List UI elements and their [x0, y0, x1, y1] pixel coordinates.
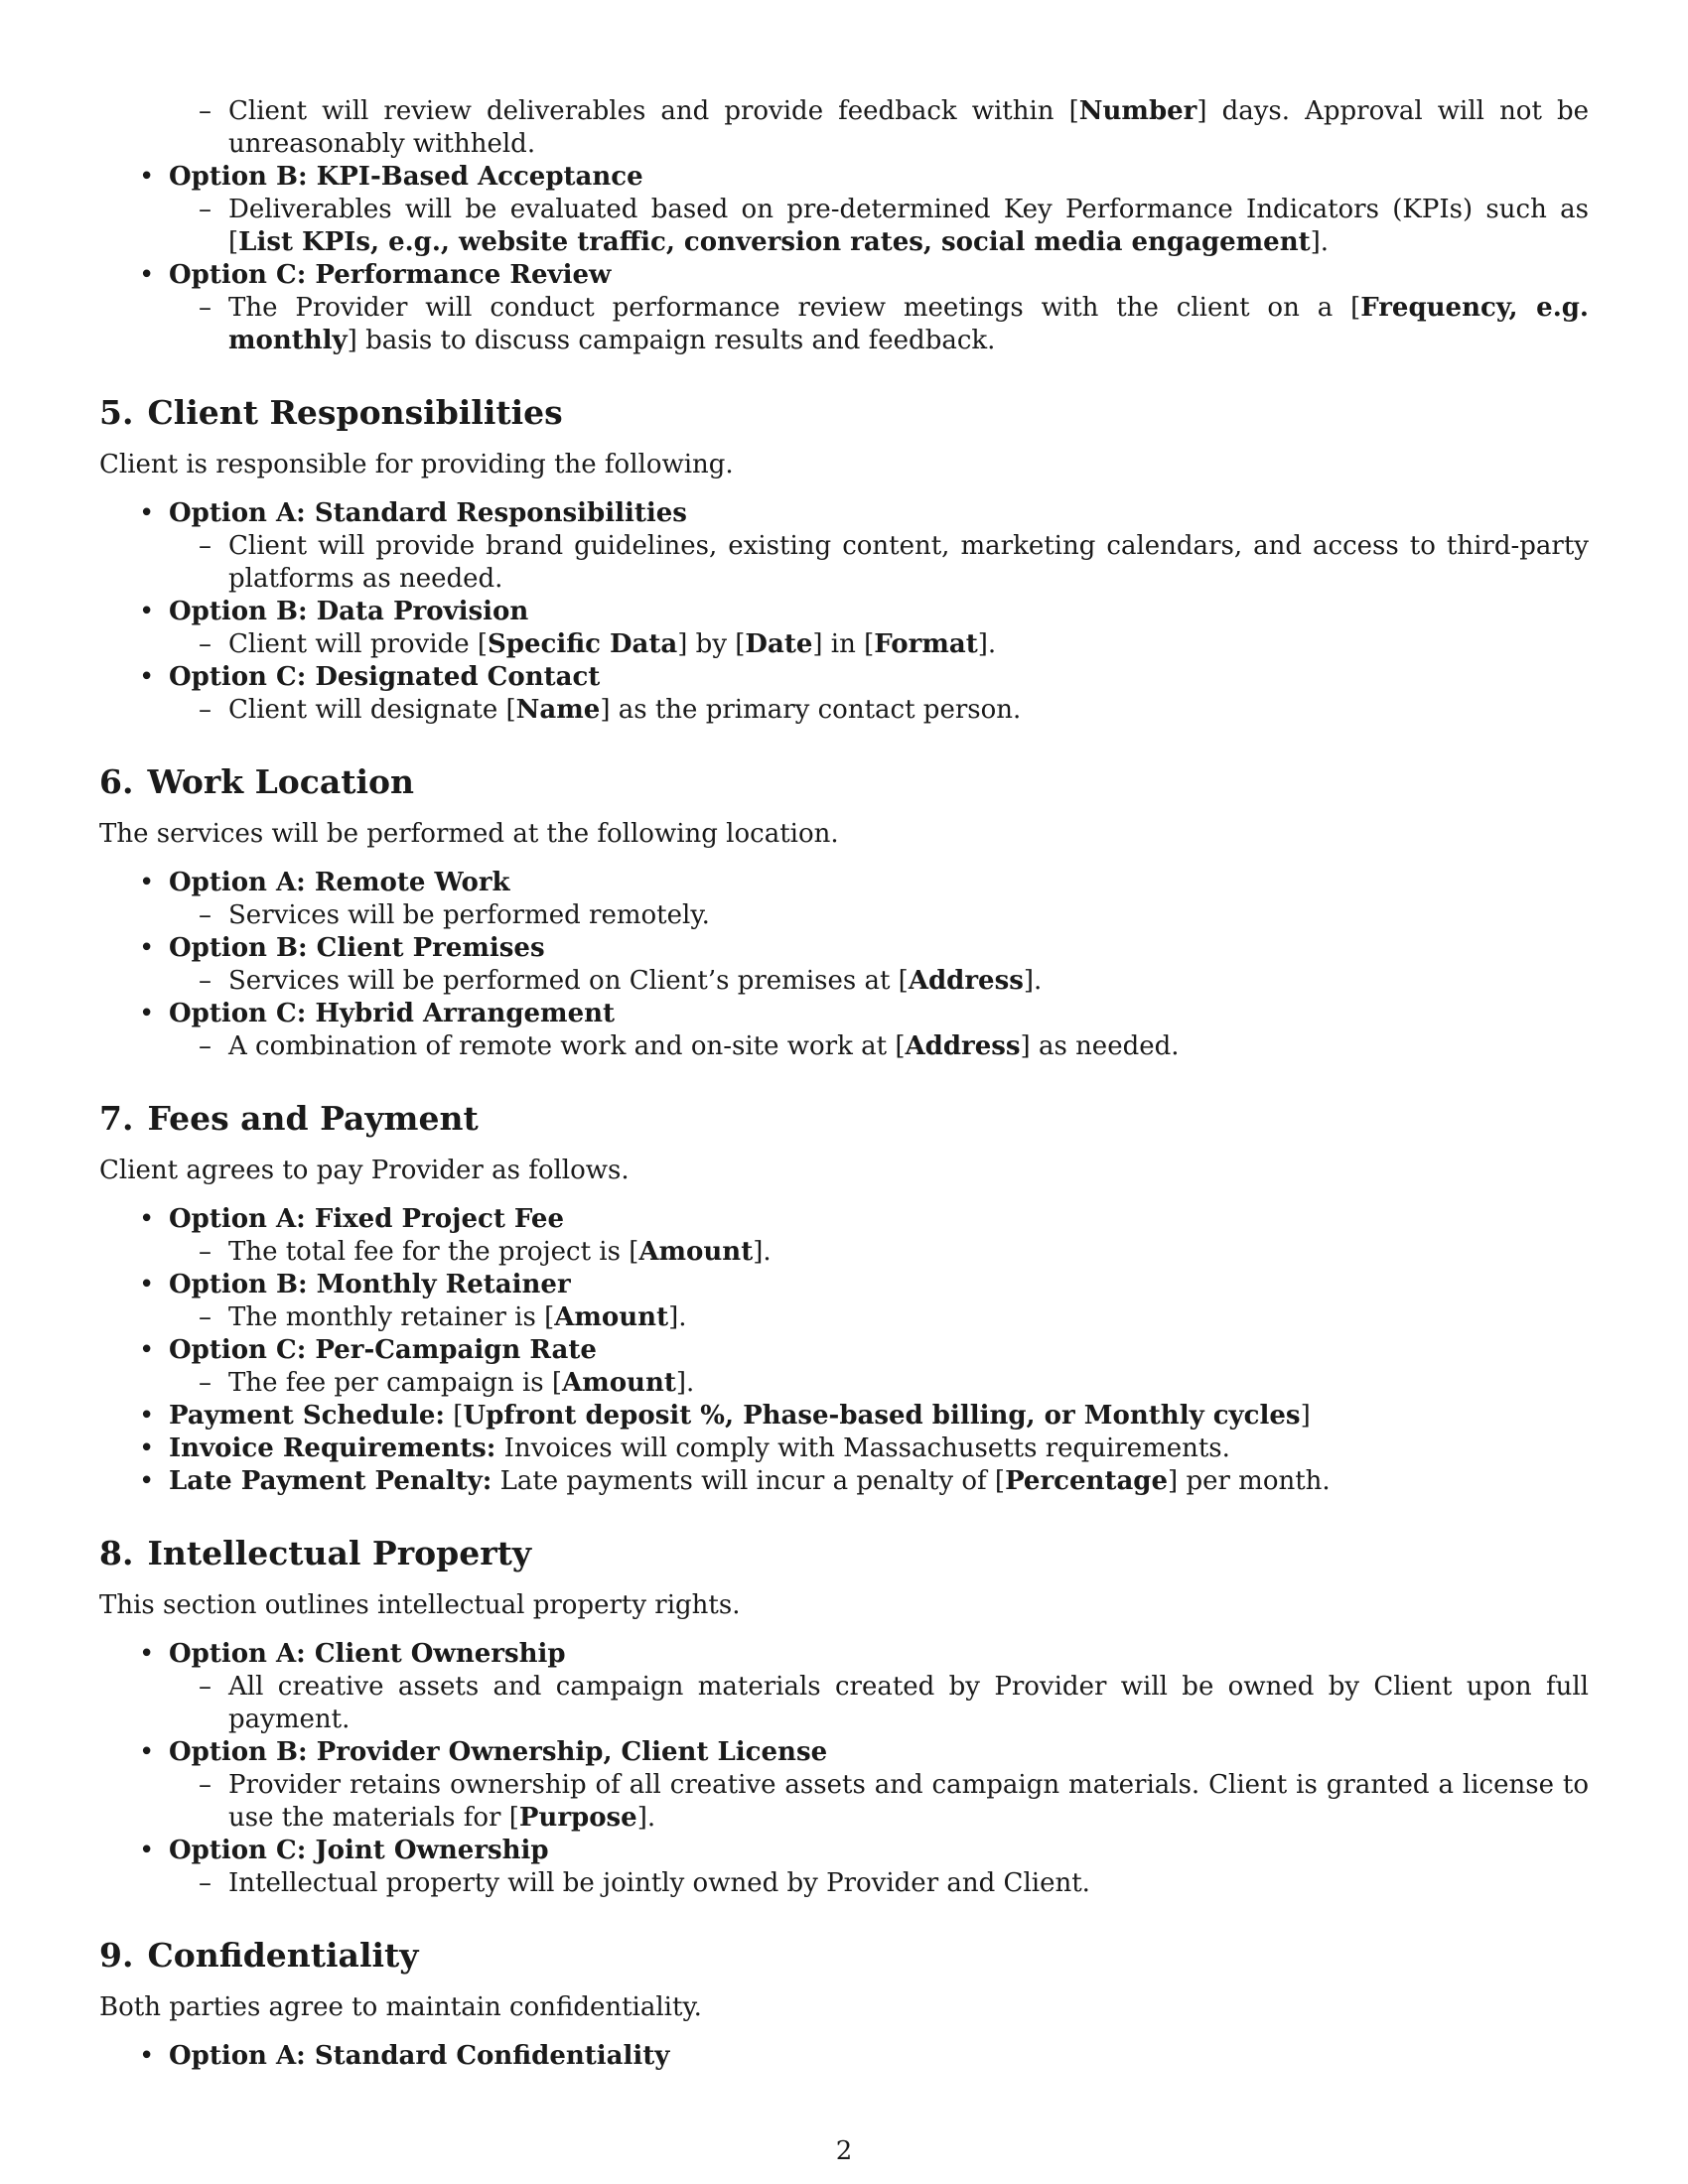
option-c — [99, 1334, 1589, 1400]
section-heading-8: 8. Intellectual Property — [99, 1534, 532, 1572]
option-title: Option C: Per-Campaign Rate — [169, 1335, 597, 1365]
option-a — [99, 1638, 1589, 1736]
option-title: Option A: Standard Confidentiality — [169, 2041, 670, 2071]
option-a-continued — [99, 95, 1589, 161]
option-sub-item: – Services will be performed on Client’s premises at [Address]. — [169, 965, 1589, 998]
option-title: Option B: KPI-Based Acceptance — [169, 162, 643, 192]
confidentiality-options — [99, 2040, 1589, 2073]
responsibility-options — [99, 497, 1589, 727]
ip-options — [99, 1638, 1589, 1900]
section-heading-5: 5. Client Responsibilities — [99, 393, 563, 432]
option-sub-item: – The total fee for the project is [Amount]. — [169, 1236, 1589, 1269]
acceptance-options-continued — [99, 95, 1589, 357]
section-intro: Both parties agree to maintain confidentiality. — [99, 1992, 702, 2022]
option-title: Option A: Remote Work — [169, 868, 510, 897]
option-c — [99, 998, 1589, 1063]
payment-schedule: • Payment Schedule: [Upfront deposit %, Phase-based billing, or Monthly cycles] — [99, 1400, 1589, 1433]
section-intro: Client agrees to pay Provider as follows. — [99, 1156, 630, 1185]
option-title: Option C: Hybrid Arrangement — [169, 999, 616, 1028]
option-b — [99, 932, 1589, 998]
option-a — [99, 1203, 1589, 1269]
option-sub-item: – The monthly retainer is [Amount]. — [169, 1301, 1589, 1334]
section-intro: Client is responsible for providing the following. — [99, 450, 734, 479]
option-title: Option B: Monthly Retainer — [169, 1270, 571, 1299]
option-sub-item: – All creative assets and campaign materials created by Provider will be owned by Client upon full payment. — [169, 1671, 1589, 1736]
option-title: Option A: Fixed Project Fee — [169, 1204, 564, 1234]
option-a — [99, 2040, 1589, 2073]
section-intro: This section outlines intellectual property rights. — [99, 1590, 741, 1620]
option-sub-item: – Intellectual property will be jointly owned by Provider and Client. — [169, 1867, 1589, 1900]
option-sub-item: – A combination of remote work and on-site work at [Address] as needed. — [169, 1030, 1589, 1063]
option-title: Option C: Designated Contact — [169, 662, 601, 692]
option-b — [99, 1736, 1589, 1835]
section-heading-6: 6. Work Location — [99, 762, 415, 801]
section-heading-9: 9. Confidentiality — [99, 1936, 419, 1975]
option-c-performance — [99, 259, 1589, 357]
invoice-requirements: • Invoice Requirements: Invoices will comply with Massachusetts requirements. — [99, 1433, 1589, 1465]
option-title: Option A: Standard Responsibilities — [169, 498, 687, 528]
option-sub-item: – The Provider will conduct performance review meetings with the client on a [Frequency, e.g. monthly] basis to discuss campaign results and feedback. — [169, 292, 1589, 357]
location-options — [99, 867, 1589, 1063]
option-a — [99, 497, 1589, 596]
option-b — [99, 1269, 1589, 1334]
option-sub-item: – The fee per campaign is [Amount]. — [169, 1367, 1589, 1400]
option-sub-item: – Services will be performed remotely. — [169, 899, 1589, 932]
option-sub-item: – Provider retains ownership of all creative assets and campaign materials. Client is granted a license to use the materials for [Purpose]. — [169, 1769, 1589, 1835]
option-b — [99, 596, 1589, 661]
option-sub-item: – Client will provide [Specific Data] by [Date] in [Format]. — [169, 628, 1589, 661]
document-page — [99, 95, 1589, 2073]
option-title: Option C: Joint Ownership — [169, 1836, 549, 1865]
option-a — [99, 867, 1589, 932]
option-sub-item: – Client will provide brand guidelines, existing content, marketing calendars, and access to third-party platforms as needed. — [169, 530, 1589, 596]
option-a-sub-item: – Client will review deliverables and provide feedback within [Number] days. Approval will not be unreasonably withheld. — [199, 96, 1590, 159]
option-title: Option C: Performance Review — [169, 260, 612, 290]
option-c — [99, 1835, 1589, 1900]
late-payment-penalty: • Late Payment Penalty: Late payments will incur a penalty of [Percentage] per month. — [99, 1465, 1589, 1498]
page-number: 2 — [835, 2136, 853, 2166]
option-title: Option B: Client Premises — [169, 933, 545, 963]
option-c — [99, 661, 1589, 727]
fee-options — [99, 1203, 1589, 1498]
option-title: Option B: Provider Ownership, Client License — [169, 1737, 828, 1767]
section-intro: The services will be performed at the following location. — [99, 819, 839, 849]
option-title: Option A: Client Ownership — [169, 1639, 566, 1669]
option-sub-item: – Deliverables will be evaluated based on pre-determined Key Performance Indicators (KPIs) such as [List KPIs, e.g., website traffic, conversion rates, social media engagement]. — [169, 194, 1589, 259]
section-heading-7: 7. Fees and Payment — [99, 1099, 479, 1138]
option-b-kpi — [99, 161, 1589, 259]
option-title: Option B: Data Provision — [169, 597, 529, 626]
option-sub-item: – Client will designate [Name] as the primary contact person. — [169, 694, 1589, 727]
